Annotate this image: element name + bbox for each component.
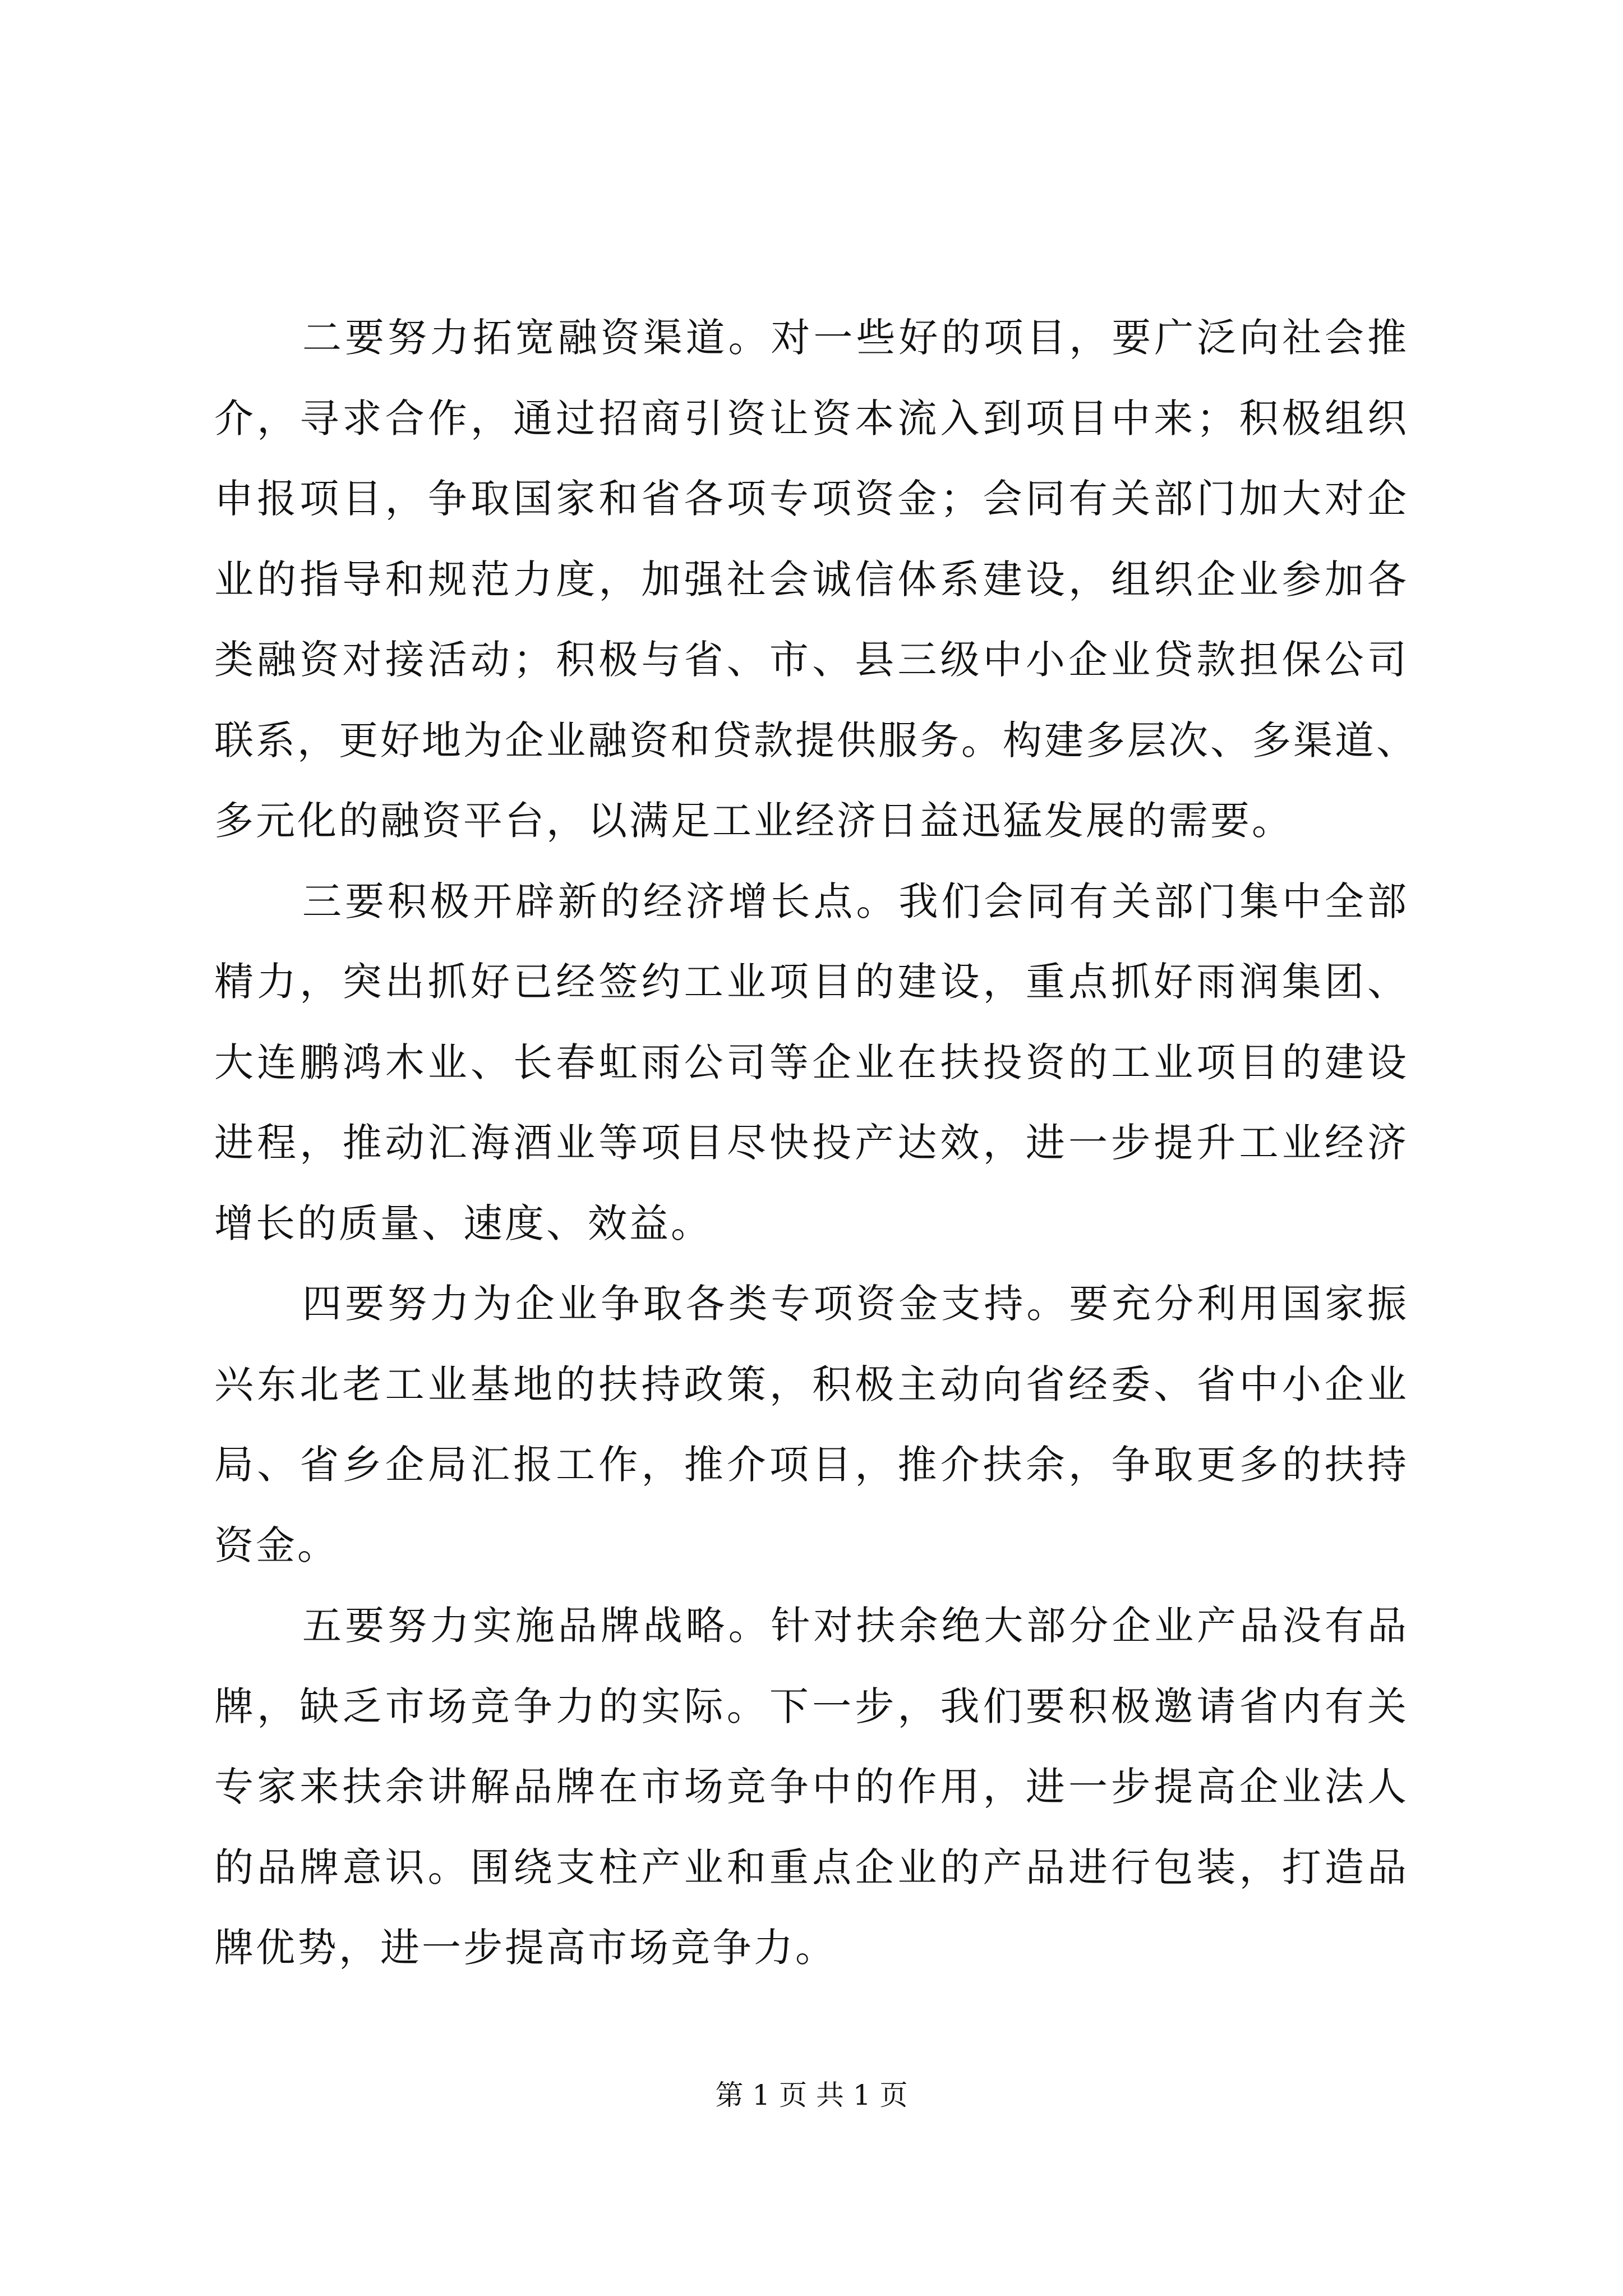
paragraph-1-line-4: 业的指导和规范力度，加强社会诚信体系建设，组织企业参加各 — [214, 556, 1409, 602]
paragraph-1-line-2: 介，寻求合作，通过招商引资让资本流入到项目中来；积极组织 — [214, 395, 1409, 441]
document-body — [214, 298, 1418, 1989]
paragraph-3-line-2: 兴东北老工业基地的扶持政策，积极主动向省经委、省中小企业 — [214, 1361, 1409, 1407]
paragraph-1-line-7: 多元化的融资平台，以满足工业经济日益迅猛发展的需要。 — [214, 798, 1293, 844]
paragraph-4-line-2: 牌，缺乏市场竞争力的实际。下一步，我们要积极邀请省内有关 — [214, 1683, 1409, 1729]
paragraph-2-line-1: 三要积极开辟新的经济增长点。我们会同有关部门集中全部 — [302, 878, 1409, 924]
paragraph-2-line-2: 精力，突出抓好已经签约工业项目的建设，重点抓好雨润集团、 — [214, 959, 1409, 1005]
paragraph-3-line-1: 四要努力为企业争取各类专项资金支持。要充分利用国家振 — [302, 1281, 1409, 1327]
paragraph-3-line-4: 资金。 — [214, 1522, 339, 1568]
paragraph-1-line-1: 二要努力拓宽融资渠道。对一些好的项目，要广泛向社会推 — [302, 315, 1409, 361]
paragraph-1-line-5: 类融资对接活动；积极与省、市、县三级中小企业贷款担保公司 — [214, 637, 1409, 683]
paragraph-3-line-3: 局、省乡企局汇报工作，推介项目，推介扶余，争取更多的扶持 — [214, 1442, 1409, 1488]
paragraph-4-line-3: 专家来扶余讲解品牌在市场竞争中的作用，进一步提高企业法人 — [214, 1764, 1409, 1810]
paragraph-4-line-1: 五要努力实施品牌战略。针对扶余绝大部分企业产品没有品 — [302, 1603, 1409, 1649]
paragraph-2-line-5: 增长的质量、速度、效益。 — [214, 1200, 712, 1246]
paragraph-1-line-3: 申报项目，争取国家和省各项专项资金；会同有关部门加大对企 — [214, 476, 1409, 522]
paragraph-4-line-5: 牌优势，进一步提高市场竞争力。 — [214, 1925, 837, 1971]
page-number-footer: 第 1 页 共 1 页 — [715, 2079, 908, 2111]
paragraph-4-line-4: 的品牌意识。围绕支柱产业和重点企业的产品进行包装，打造品 — [214, 1844, 1409, 1890]
paragraph-2-line-3: 大连鹏鸿木业、长春虹雨公司等企业在扶投资的工业项目的建设 — [214, 1039, 1409, 1085]
paragraph-1-line-6: 联系，更好地为企业融资和贷款提供服务。构建多层次、多渠道、 — [214, 717, 1418, 763]
paragraph-2-line-4: 进程，推动汇海酒业等项目尽快投产达效，进一步提升工业经济 — [214, 1120, 1409, 1166]
